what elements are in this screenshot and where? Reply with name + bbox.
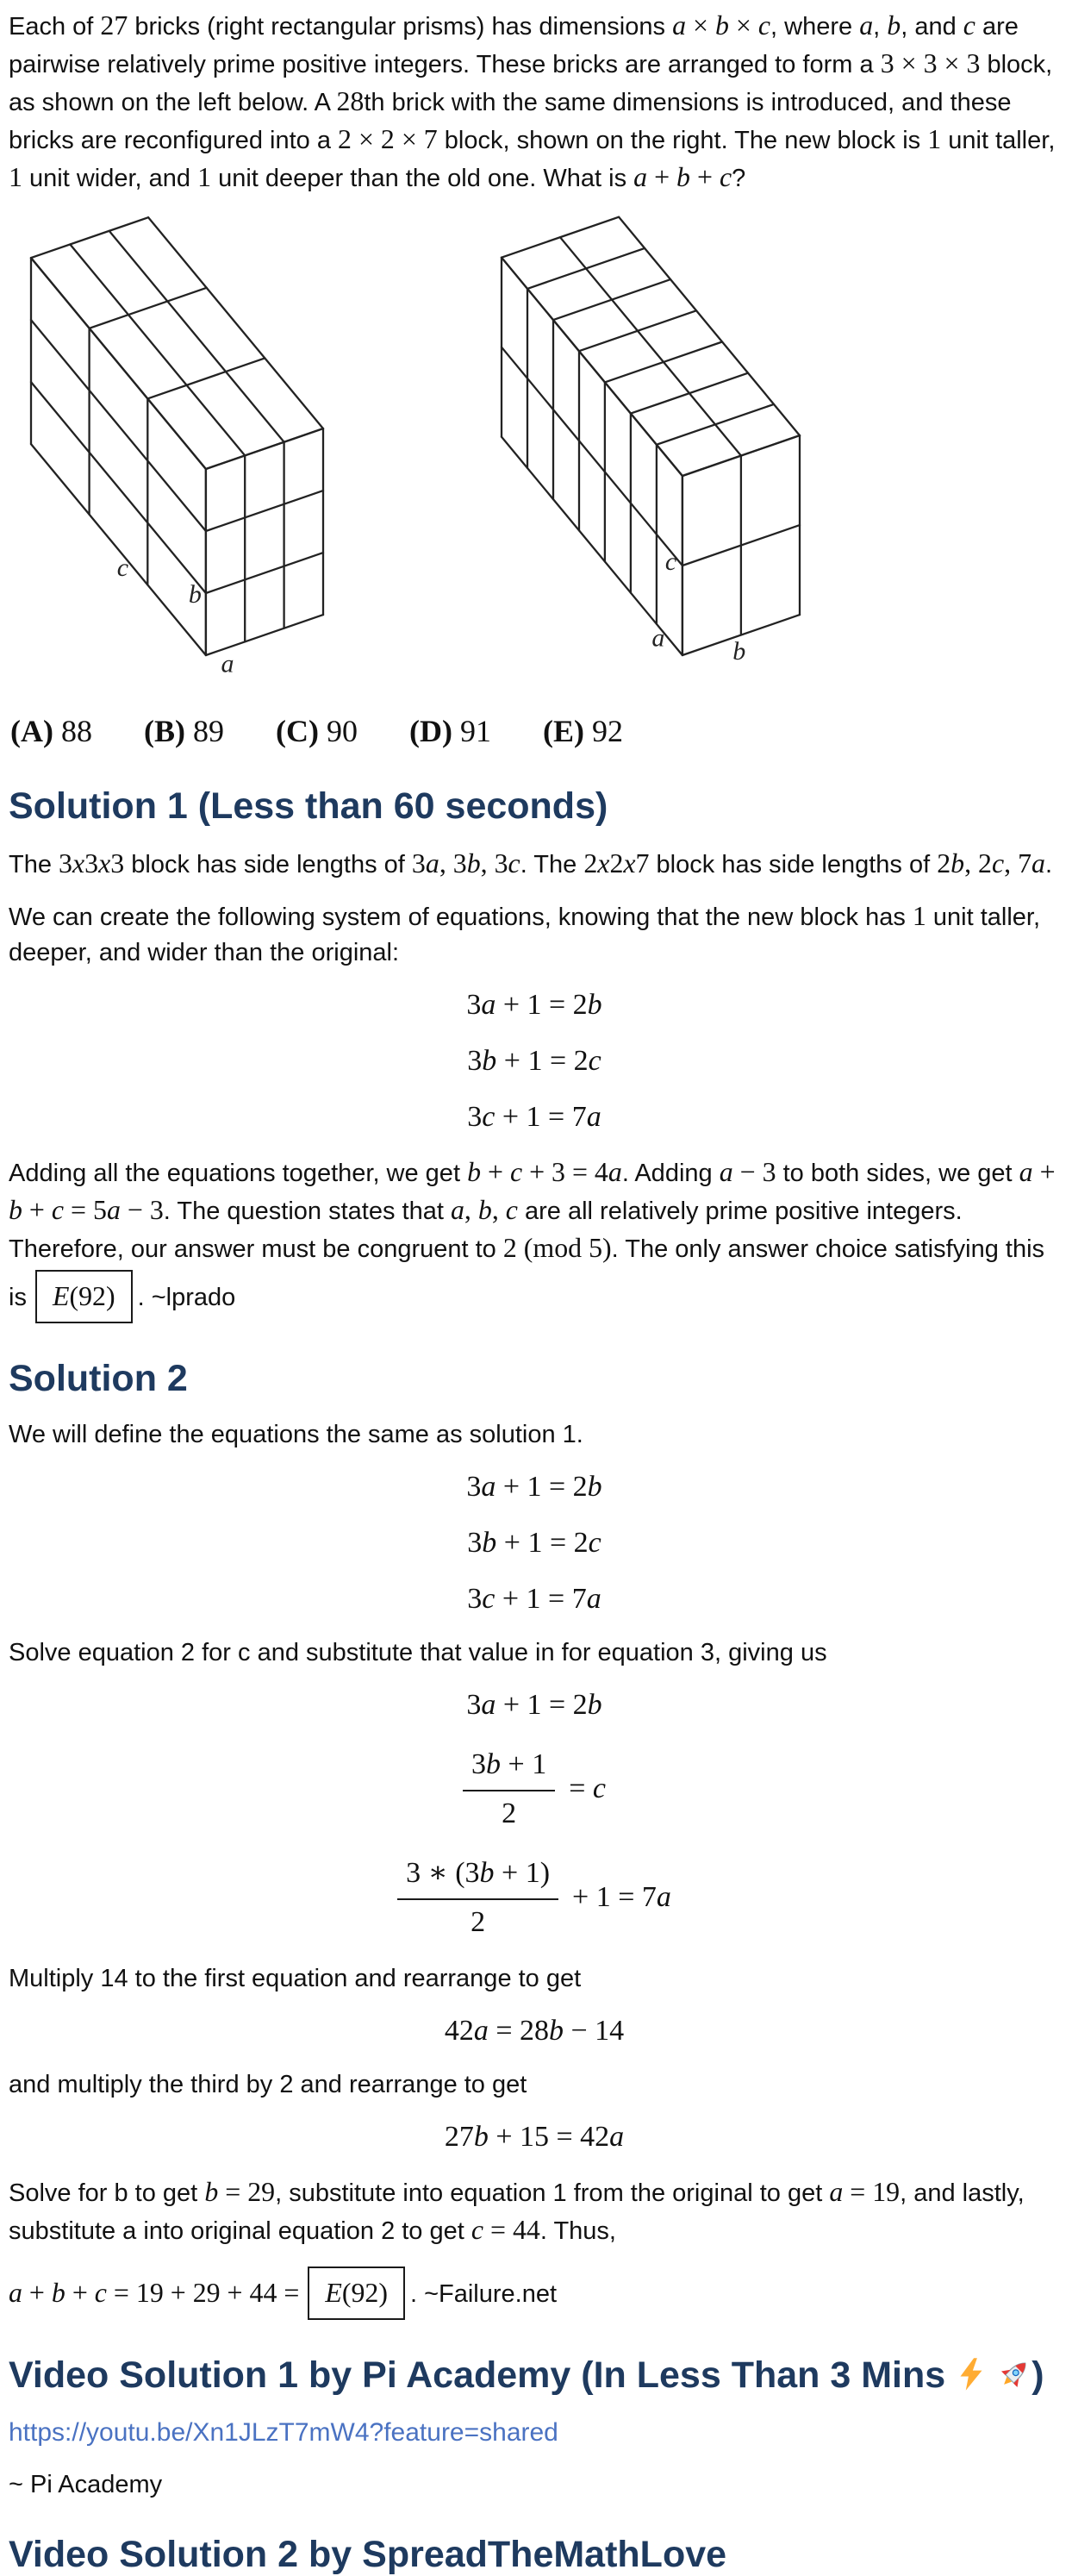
display-equation bbox=[9, 1523, 1060, 1564]
text-run: , bbox=[873, 13, 888, 41]
answer-choice-C: (C) 90 bbox=[275, 714, 358, 749]
text-run: . ~Failure.net bbox=[409, 2280, 558, 2309]
video-solution-heading-1: Video Solution 1 by Pi Academy (In Less Than 3 Mins ) bbox=[9, 2354, 1044, 2397]
solution-paragraph bbox=[9, 845, 1060, 883]
inline-math: a = 19 bbox=[829, 2177, 901, 2208]
inline-math: a + b + c = 5a − 3 bbox=[9, 1156, 1056, 1225]
inline-math: b bbox=[887, 10, 901, 41]
inline-math: 3 × 3 × 3 bbox=[880, 48, 981, 79]
text-run: The bbox=[9, 851, 59, 879]
answer-choice-label: (D) bbox=[408, 714, 452, 749]
text-run: Each of bbox=[9, 13, 101, 41]
answer-choice-label: (E) bbox=[542, 714, 584, 749]
display-equation bbox=[9, 1041, 1060, 1082]
inline-math: 1 bbox=[197, 162, 212, 193]
equation-math: 3a + 1 = 2b bbox=[466, 989, 602, 1022]
boxed-final-answer: E(92) bbox=[35, 1270, 133, 1323]
inline-math: 28 bbox=[336, 86, 365, 117]
inline-math: 2 (mod 5) bbox=[502, 1232, 612, 1263]
inline-math: 3x3x3 bbox=[59, 848, 125, 879]
figure-dimension-label-a: a bbox=[651, 623, 665, 653]
text-run: unit taller, bbox=[941, 127, 1056, 155]
video-link[interactable]: https://youtu.be/Xn1JLzT7mW4?feature=shared bbox=[9, 2417, 558, 2447]
display-equation bbox=[9, 1685, 1060, 1726]
display-equation bbox=[9, 985, 1060, 1026]
text-run: Adding all the equations together, we get bbox=[9, 1159, 468, 1187]
inline-math: b = 29 bbox=[204, 2177, 276, 2208]
answer-choice-A: (A) 88 bbox=[10, 714, 92, 749]
text-run: . bbox=[1045, 851, 1053, 879]
solution-paragraph bbox=[9, 897, 1060, 970]
display-equation bbox=[9, 1097, 1060, 1138]
solution-paragraph bbox=[9, 1154, 1060, 1326]
solution-heading-2: Solution 2 bbox=[9, 1357, 188, 1399]
video-solution-heading-2: Video Solution 2 by SpreadTheMathLove bbox=[9, 2534, 727, 2576]
display-equation bbox=[9, 2117, 1060, 2158]
inline-math: a − 3 bbox=[719, 1156, 776, 1187]
figure-dimension-label-c: c bbox=[664, 547, 677, 577]
video-byline: ~ Pi Academy bbox=[9, 2471, 163, 2499]
figure-dimension-label-b: b bbox=[188, 579, 202, 609]
fraction-denominator: 2 bbox=[397, 1898, 558, 1943]
inline-math: c bbox=[963, 10, 975, 41]
display-equation bbox=[9, 1579, 1060, 1620]
text-run: , and bbox=[901, 13, 963, 41]
fraction-denominator: 2 bbox=[463, 1790, 555, 1835]
equation-math: 3b + 1 = 2c bbox=[467, 1527, 601, 1560]
text-run: unit taller, deeper, and wider than the original: bbox=[9, 903, 1041, 967]
text-run: . The question states that bbox=[163, 1197, 451, 1225]
text-run: Solve for b to get bbox=[9, 2179, 205, 2208]
equation-after-fraction: + 1 = 7a bbox=[572, 1881, 671, 1914]
equation-math: 3a + 1 = 2b bbox=[466, 1471, 602, 1504]
text-run: Solve equation 2 for c and substitute that value in for equation 3, giving us bbox=[9, 1638, 827, 1666]
equation-math: 3c + 1 = 7a bbox=[467, 1583, 601, 1615]
boxed-final-answer: E(92) bbox=[308, 2267, 405, 2320]
text-run: unit wider, and bbox=[22, 165, 198, 193]
text-run: block, as shown on the left below. A bbox=[9, 51, 1053, 117]
solution-paragraph bbox=[9, 1417, 1060, 1452]
equation-math: 3c + 1 = 7a bbox=[467, 1100, 601, 1133]
fraction-numerator: 3 ∗ (3b + 1) bbox=[406, 1856, 551, 1889]
inline-math: 27 bbox=[100, 10, 128, 41]
fraction bbox=[463, 1745, 555, 1835]
text-run: . Thus, bbox=[539, 2217, 616, 2246]
solution-heading-1: Solution 1 (Less than 60 seconds) bbox=[9, 785, 608, 827]
text-run: are pairwise relatively prime positive integers. These bricks are arranged to form a bbox=[9, 13, 1019, 79]
text-run: block, shown on the right. The new block is bbox=[437, 127, 928, 155]
figure-dimension-label-a: a bbox=[221, 649, 234, 678]
text-run: Multiply 14 to the first equation and rearrange to get bbox=[9, 1965, 582, 1993]
text-run: . The bbox=[520, 851, 584, 879]
rocket-icon bbox=[997, 2357, 1031, 2392]
figure-dimension-label-b: b bbox=[732, 637, 746, 666]
text-run: . Adding bbox=[621, 1159, 720, 1187]
text-run: are all relatively prime positive integers. Therefore, our answer must be congruent to bbox=[9, 1197, 963, 1263]
display-equation-fraction bbox=[9, 1745, 1060, 1835]
equation-math: 3a + 1 = 2b bbox=[466, 1688, 602, 1721]
text-run: block has side lengths of bbox=[649, 851, 938, 879]
inline-math: a × b × c bbox=[672, 10, 771, 41]
answer-choices-row bbox=[9, 710, 1060, 753]
inline-math: 2 × 2 × 7 bbox=[338, 124, 438, 155]
text-run: , where bbox=[770, 13, 860, 41]
inline-math: 2b, 2c, 7a bbox=[937, 848, 1045, 879]
inline-math: a + b + c bbox=[633, 162, 732, 193]
text-run: bricks (right rectangular prisms) has dimensions bbox=[128, 13, 673, 41]
display-equation bbox=[9, 1467, 1060, 1508]
block-figures bbox=[9, 216, 1060, 698]
old-block-3x3x3-figure bbox=[22, 216, 384, 698]
equation-math: 42a = 28b − 14 bbox=[444, 2015, 625, 2048]
inline-math: c = 44 bbox=[471, 2215, 540, 2246]
text-run: and multiply the third by 2 and rearrange to get bbox=[9, 2071, 527, 2099]
text-run: ? bbox=[732, 165, 746, 193]
fraction bbox=[397, 1854, 558, 1943]
text-run: block has side lengths of bbox=[124, 851, 412, 879]
lightning-bolt-icon bbox=[954, 2357, 988, 2392]
text-run: , substitute into equation 1 from the original to get bbox=[275, 2179, 830, 2208]
inline-math: 3a, 3b, 3c bbox=[411, 848, 520, 879]
new-block-2x2x7-figure bbox=[493, 216, 855, 698]
display-equation bbox=[9, 2011, 1060, 2052]
display-equation-fraction bbox=[9, 1854, 1060, 1943]
answer-choice-label: (B) bbox=[143, 714, 185, 749]
solution-paragraph bbox=[9, 2067, 1060, 2102]
text-run: , and lastly, substitute a into original equation 2 to get bbox=[9, 2179, 1025, 2246]
equation-after-fraction: = c bbox=[569, 1773, 606, 1805]
inline-math: 1 bbox=[9, 162, 22, 193]
text-run: We will define the equations the same as solution 1. bbox=[9, 1421, 583, 1449]
text-run: unit deeper than the old one. What is bbox=[211, 165, 634, 193]
figure-dimension-label-c: c bbox=[116, 553, 129, 583]
inline-math: 1 bbox=[912, 901, 926, 932]
text-run: We can create the following system of equations, knowing that the new block has bbox=[9, 903, 913, 932]
video-link-line bbox=[9, 2415, 1060, 2450]
solution-paragraph bbox=[9, 1961, 1060, 1996]
inline-math: 1 bbox=[927, 124, 942, 155]
text-run: th brick with the same dimensions is introduced, and these bricks are reconfigured into a bbox=[9, 89, 1012, 155]
equation-math: 3b + 1 = 2c bbox=[467, 1045, 601, 1077]
answer-choice-D: (D) 91 bbox=[408, 714, 491, 749]
solution-paragraph bbox=[9, 1635, 1060, 1670]
inline-math: b + c + 3 = 4a bbox=[467, 1156, 622, 1187]
inline-math: a + b + c = 19 + 29 + 44 = bbox=[9, 2278, 307, 2309]
equation-math: 27b + 15 = 42a bbox=[444, 2121, 625, 2154]
fraction-numerator: 3b + 1 bbox=[471, 1748, 547, 1780]
text-run: . The only answer choice satisfying this is bbox=[9, 1235, 1045, 1311]
answer-choice-label: (C) bbox=[275, 714, 319, 749]
problem-statement bbox=[9, 7, 1060, 197]
answer-choice-B: (B) 89 bbox=[143, 714, 224, 749]
solution-paragraph bbox=[9, 2173, 1060, 2249]
inline-math: 2x2x7 bbox=[583, 848, 650, 879]
answer-choice-label: (A) bbox=[10, 714, 53, 749]
text-run: to both sides, we get bbox=[776, 1159, 1019, 1187]
solution-paragraph bbox=[9, 2264, 1060, 2323]
solutions-section bbox=[9, 785, 1060, 2323]
inline-math: a bbox=[859, 10, 874, 41]
text-run: . ~lprado bbox=[137, 1283, 236, 1311]
video-solutions-section bbox=[9, 2354, 1060, 2576]
inline-math: a, b, c bbox=[450, 1194, 518, 1225]
answer-choice-E: (E) 92 bbox=[542, 714, 623, 749]
